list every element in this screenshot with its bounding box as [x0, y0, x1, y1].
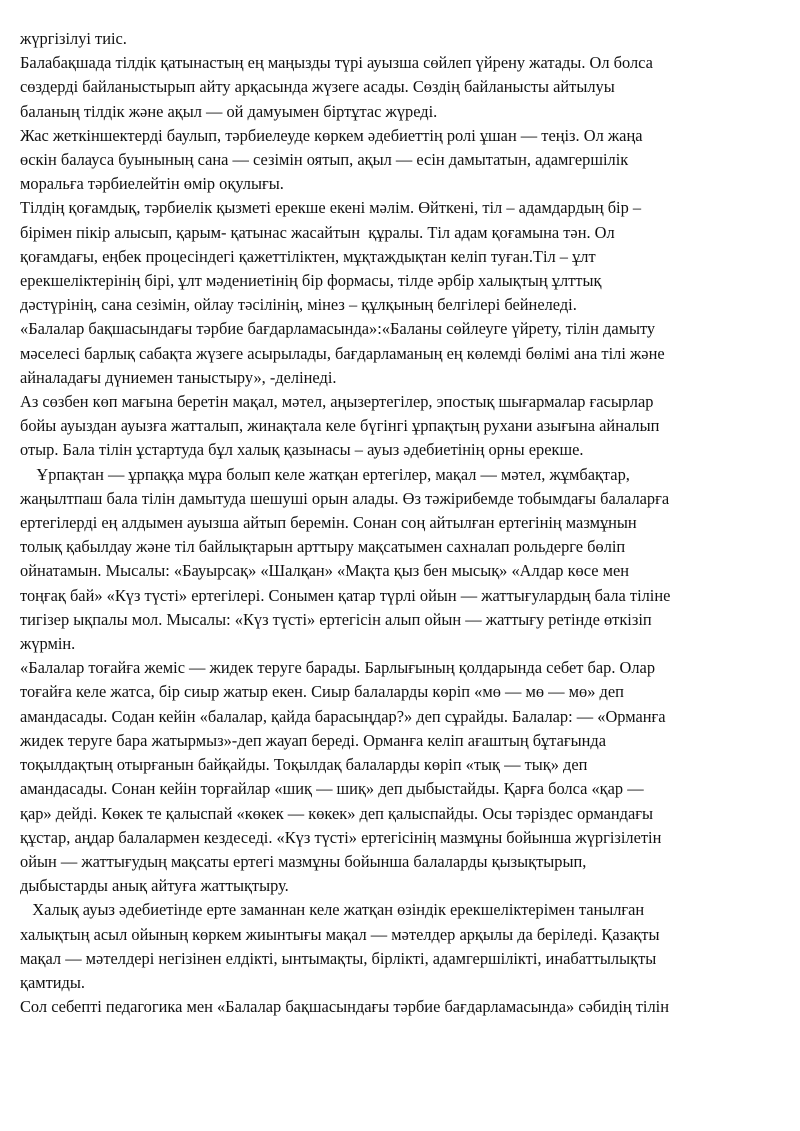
- text-line: Аз сөзбен көп мағына беретін мақал, мәтел, аңызертегілер, эпостық шығармалар ғасырлар: [20, 392, 654, 412]
- text-line: жүргізілуі тиіс.: [20, 29, 127, 48]
- text-line: қамтиды.: [20, 972, 85, 992]
- text-line: жүрмін.: [20, 634, 76, 654]
- text-line: қоғамдағы, еңбек процесіндегі қажеттіліктен, мұқтаждықтан келіп туған.Тіл – ұлт: [20, 246, 596, 266]
- text-line: амандасады. Содан кейін «балалар, қайда барасыңдар?» деп сұрайды. Балалар: — «Орманға: [20, 706, 666, 726]
- text-line: тигізер ықпалы мол. Мысалы: «Күз түсті» ертегісін алып ойын — жаттығу ретінде өткізіп: [20, 609, 652, 629]
- text-line: дәстүрінің, сана сезімін, ойлау тәсілінің, мінез – құлқының белгілері бейнеледі.: [20, 295, 577, 315]
- text-line: амандасады. Сонан кейін торғайлар «шиқ — шиқ» деп дыбыстайды. Қарға болса «қар —: [20, 779, 644, 799]
- text-line: ертегілерді ең алдымен ауызша айтып беремін. Сонан соң айтылған ертегінің мазмұнын: [20, 513, 637, 533]
- text-line: ерекшеліктерінің бірі, ұлт мәдениетінің бір формасы, тілде әрбір халықтың ұлттық: [20, 271, 602, 291]
- text-line: бойы ауыздан ауызға жатталып, жинақтала келе бүгінгі ұрпақтың рухани азығына айналып: [20, 416, 660, 436]
- text-line: сөздерді байланыстырып айту арқасында жүзеге асады. Сөздің байланысты айтылуы: [20, 77, 615, 97]
- text-line: қар» дейді. Көкек те қалыспай «көкек — көкек» деп қалыспайды. Осы тәріздес ормандағы: [20, 803, 653, 823]
- text-line: тоқылдақтың отырғанын байқайды. Тоқылдақ балаларды көріп «тық — тық» деп: [20, 755, 588, 775]
- text-line: тоңғақ бай» «Күз түсті» ертегілері. Сонымен қатар түрлі ойын — жаттығулардың бала тіліне: [20, 585, 671, 605]
- text-line: Балабақшада тілдік қатынастың ең маңызды түрі ауызша сөйлеп үйрену жатады. Ол болса: [20, 53, 653, 73]
- text-line: мақал — мәтелдері негізінен елдікті, ынтымақты, бірлікті, адамгершілікті, инабаттылықты: [20, 948, 657, 968]
- text-line: Ұрпақтан — ұрпаққа мұра болып келе жатқан ертегілер, мақал — мәтел, жұмбақтар,: [20, 464, 630, 484]
- text-line: бірімен пікір алысып, қарым- қатынас жасайтын құралы. Тіл адам қоғамына тән. Ол: [20, 222, 615, 242]
- text-line: ойнатамын. Мысалы: «Бауырсақ» «Шалқан» «Мақта қыз бен мысық» «Алдар көсе мен: [20, 561, 630, 581]
- text-line: дыбыстарды анық айтуға жаттықтыру.: [20, 876, 289, 896]
- text-line: Жас жеткіншектерді баулып, тәрбиелеуде көркем әдебиеттің ролі ұшан — теңіз. Ол жаңа: [20, 125, 643, 145]
- text-line: жаңылтпаш бала тілін дамытуда шешуші орын алады. Өз тәжірибемде тобымдағы балаларға: [20, 488, 670, 508]
- text-line: құстар, аңдар балалармен кездеседі. «Күз түсті» ертегісінің мазмұны бойынша жүргізілетін: [20, 827, 662, 847]
- document-page: [20, 27, 786, 1019]
- text-line: мәселесі барлық сабақта жүзеге асырылады, бағдарламаның ең көлемді бөлімі ана тілі және: [20, 343, 665, 363]
- text-line: Сол себепті педагогика мен «Балалар бақшасындағы тәрбие бағдарламасында» сәбидің тілін: [20, 997, 669, 1017]
- text-line: жидек теруге бара жатырмыз»-деп жауап береді. Орманға келіп ағаштың бұтағында: [20, 730, 607, 750]
- text-line: халықтың асыл ойының көркем жиынтығы мақал — мәтелдер арқылы да беріледі. Қазақты: [20, 924, 660, 944]
- text-line: отыр. Бала тілін ұстартуда бұл халық қазынасы – ауыз әдебиетінің орны ерекше.: [20, 440, 584, 460]
- text-line: айналадағы дүниемен таныстыру», -делінеді.: [20, 367, 337, 387]
- text-line: моральға тәрбиелейтін өмір оқулығы.: [20, 174, 284, 194]
- text-line: тоғайға келе жатса, бір сиыр жатыр екен. Сиыр балаларды көріп «мө — мө — мө» деп: [20, 682, 624, 702]
- text-line: ойын — жаттығудың мақсаты ертегі мазмұны бойынша балаларды қызықтырып,: [20, 851, 587, 871]
- text-line: Тілдің қоғамдық, тәрбиелік қызметі ерекше екені мәлім. Өйткені, тіл – адамдардың бір –: [20, 198, 642, 218]
- text-line: толық қабылдау және тіл байлықтарын арттыру мақсатымен сахналап рольдерге бөліп: [20, 537, 626, 557]
- text-line: «Балалар тоғайға жеміс — жидек теруге барады. Барлығының қолдарында себет бар. Олар: [20, 658, 656, 678]
- text-line: баланың тілдік және ақыл — ой дамуымен біртұтас жүреді.: [20, 101, 438, 121]
- text-line: «Балалар бақшасындағы тәрбие бағдарламасында»:«Баланы сөйлеуге үйрету, тілін дамыту: [20, 319, 656, 339]
- text-line: Халық ауыз әдебиетінде ерте заманнан келе жатқан өзіндік ерекшеліктерімен танылған: [20, 900, 645, 920]
- text-line: өскін балауса буынының сана — сезімін оятып, ақыл — есін дамытатын, адамгершілік: [20, 150, 629, 170]
